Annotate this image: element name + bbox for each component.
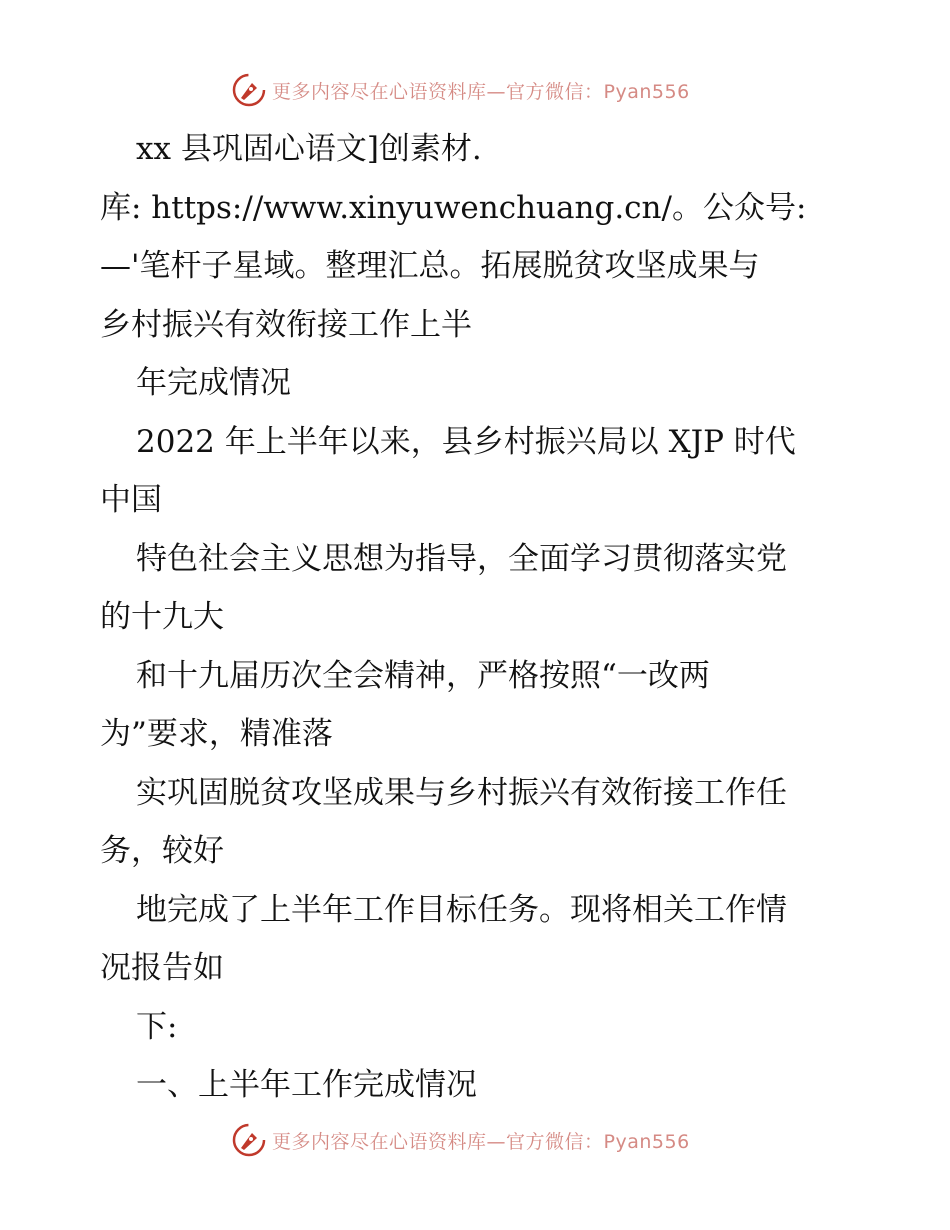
text-line: 和十九届历次全会精神，严格按照“一改两 <box>136 657 710 694</box>
text-line: 下: <box>136 1008 178 1045</box>
text-line: 地完成了上半年工作目标任务。现将相关工作情 <box>136 891 787 928</box>
text-line: 乡村振兴有效衔接工作上半 <box>100 306 472 343</box>
watermark-text: 更多内容尽在心语资料库—官方微信：Pyan556 <box>272 80 690 103</box>
text-line: 2022 年上半年以来，县乡村振兴局以 XJP 时代 <box>136 423 796 460</box>
text-line: 实巩固脱贫攻坚成果与乡村振兴有效衔接工作任 <box>136 774 787 811</box>
footer-watermark <box>232 1120 690 1160</box>
section-heading: 一、上半年工作完成情况 <box>136 1067 477 1103</box>
watermark-text: 更多内容尽在心语资料库—官方微信：Pyan556 <box>272 1130 690 1153</box>
text-line: xx 县巩固心语文]创素材. <box>136 131 482 167</box>
text-line: 特色社会主义思想为指导，全面学习贯彻落实党 <box>136 540 787 577</box>
text-line: 中国 <box>100 482 162 518</box>
text-line: 库: https://www.xinyuwenchuang.cn/。公众号: <box>100 189 807 226</box>
header-watermark <box>232 70 690 110</box>
pen-nib-logo-icon <box>232 73 266 107</box>
text-line: 况报告如 <box>100 950 224 986</box>
document-body <box>100 124 860 1119</box>
text-line: —'笔杆子星域。整理汇总。拓展脱贫攻坚成果与 <box>100 248 760 284</box>
text-line: 的十九大 <box>100 599 224 635</box>
text-line: 为”要求，精准落 <box>100 716 333 752</box>
document-title: 年完成情况 <box>136 365 291 401</box>
pen-nib-logo-icon <box>232 1123 266 1157</box>
text-line: 务，较好 <box>100 833 224 869</box>
